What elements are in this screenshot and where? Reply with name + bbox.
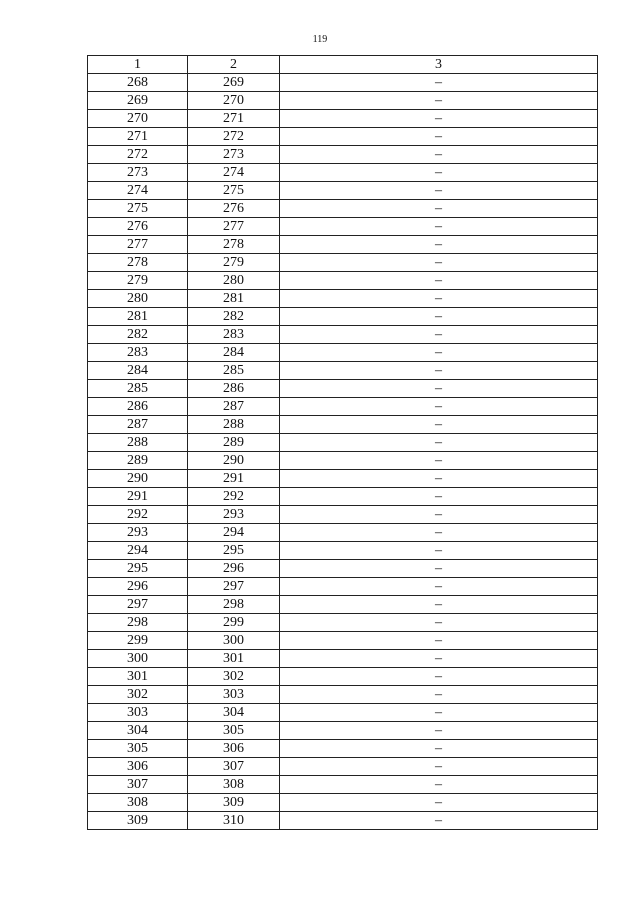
table-row — [88, 776, 598, 794]
table-cell-col-1: 291 — [88, 488, 188, 506]
table-cell-col-3: – — [280, 722, 598, 740]
table-cell-col-3: – — [280, 560, 598, 578]
table-cell-col-3: – — [280, 326, 598, 344]
table-row — [88, 704, 598, 722]
table-row — [88, 506, 598, 524]
table-cell-col-1: 281 — [88, 308, 188, 326]
table-cell-col-3: – — [280, 272, 598, 290]
table-row — [88, 74, 598, 92]
table-row — [88, 344, 598, 362]
table-cell-col-2: 272 — [188, 128, 280, 146]
table-row — [88, 308, 598, 326]
table-cell-col-1: 299 — [88, 632, 188, 650]
table-row — [88, 254, 598, 272]
table-cell-col-2: 278 — [188, 236, 280, 254]
table-cell-col-3: – — [280, 290, 598, 308]
table-row — [88, 524, 598, 542]
table-row — [88, 686, 598, 704]
table-cell-col-2: 276 — [188, 200, 280, 218]
table-cell-col-3: – — [280, 200, 598, 218]
table-cell-col-2: 305 — [188, 722, 280, 740]
table-row — [88, 272, 598, 290]
table-row — [88, 290, 598, 308]
table-row — [88, 326, 598, 344]
table-row — [88, 722, 598, 740]
table-cell-col-3: – — [280, 164, 598, 182]
table-cell-col-3: – — [280, 362, 598, 380]
table-cell-col-2: 303 — [188, 686, 280, 704]
table-cell-col-2: 308 — [188, 776, 280, 794]
table-cell-col-1: 305 — [88, 740, 188, 758]
table-cell-col-3: – — [280, 740, 598, 758]
table-cell-col-1: 273 — [88, 164, 188, 182]
table-cell-col-3: – — [280, 542, 598, 560]
table-cell-col-3: – — [280, 416, 598, 434]
table-row — [88, 650, 598, 668]
table-cell-col-1: 274 — [88, 182, 188, 200]
table-row — [88, 596, 598, 614]
table-cell-col-3: – — [280, 236, 598, 254]
table-cell-col-1: 269 — [88, 92, 188, 110]
table-cell-col-2: 309 — [188, 794, 280, 812]
table-cell-col-2: 270 — [188, 92, 280, 110]
table-cell-col-1: 308 — [88, 794, 188, 812]
table-row — [88, 578, 598, 596]
table-cell-col-1: 295 — [88, 560, 188, 578]
table-body — [88, 74, 598, 830]
table-cell-col-3: – — [280, 668, 598, 686]
table-cell-col-2: 269 — [188, 74, 280, 92]
column-header-1: 1 — [88, 56, 188, 74]
table-cell-col-2: 279 — [188, 254, 280, 272]
table-header-row — [88, 56, 598, 74]
table-cell-col-3: – — [280, 92, 598, 110]
table-cell-col-2: 302 — [188, 668, 280, 686]
table-cell-col-1: 307 — [88, 776, 188, 794]
table-cell-col-3: – — [280, 254, 598, 272]
table-row — [88, 470, 598, 488]
table-cell-col-3: – — [280, 128, 598, 146]
table-cell-col-1: 302 — [88, 686, 188, 704]
table-cell-col-3: – — [280, 110, 598, 128]
table-row — [88, 182, 598, 200]
table-row — [88, 146, 598, 164]
table-row — [88, 614, 598, 632]
table-cell-col-1: 306 — [88, 758, 188, 776]
table-row — [88, 236, 598, 254]
table-cell-col-3: – — [280, 398, 598, 416]
table-cell-col-3: – — [280, 596, 598, 614]
table-cell-col-1: 275 — [88, 200, 188, 218]
table-cell-col-2: 291 — [188, 470, 280, 488]
table-cell-col-2: 301 — [188, 650, 280, 668]
table-cell-col-1: 277 — [88, 236, 188, 254]
table-cell-col-1: 270 — [88, 110, 188, 128]
table-cell-col-2: 275 — [188, 182, 280, 200]
table-cell-col-1: 292 — [88, 506, 188, 524]
table-row — [88, 452, 598, 470]
table-cell-col-2: 294 — [188, 524, 280, 542]
table-cell-col-2: 298 — [188, 596, 280, 614]
table-cell-col-2: 280 — [188, 272, 280, 290]
table-cell-col-2: 282 — [188, 308, 280, 326]
table-cell-col-1: 283 — [88, 344, 188, 362]
table-cell-col-2: 296 — [188, 560, 280, 578]
table-cell-col-1: 276 — [88, 218, 188, 236]
table-cell-col-3: – — [280, 182, 598, 200]
table-row — [88, 812, 598, 830]
table-row — [88, 632, 598, 650]
table-row — [88, 740, 598, 758]
table-cell-col-3: – — [280, 686, 598, 704]
table-cell-col-1: 294 — [88, 542, 188, 560]
table-row — [88, 488, 598, 506]
table-cell-col-1: 309 — [88, 812, 188, 830]
data-table — [87, 55, 598, 830]
table-cell-col-1: 297 — [88, 596, 188, 614]
table-cell-col-1: 289 — [88, 452, 188, 470]
table-cell-col-3: – — [280, 524, 598, 542]
table-cell-col-3: – — [280, 812, 598, 830]
table-cell-col-1: 279 — [88, 272, 188, 290]
table-row — [88, 362, 598, 380]
table-row — [88, 668, 598, 686]
table-cell-col-1: 296 — [88, 578, 188, 596]
table-cell-col-2: 290 — [188, 452, 280, 470]
table-cell-col-3: – — [280, 758, 598, 776]
table-cell-col-2: 287 — [188, 398, 280, 416]
table-cell-col-1: 278 — [88, 254, 188, 272]
table-cell-col-3: – — [280, 488, 598, 506]
table-cell-col-3: – — [280, 632, 598, 650]
column-header-3: 3 — [280, 56, 598, 74]
table-cell-col-3: – — [280, 344, 598, 362]
table-header — [88, 56, 598, 74]
table-cell-col-2: 274 — [188, 164, 280, 182]
table-cell-col-1: 293 — [88, 524, 188, 542]
table-cell-col-3: – — [280, 794, 598, 812]
table-cell-col-2: 307 — [188, 758, 280, 776]
table-cell-col-1: 287 — [88, 416, 188, 434]
table-cell-col-1: 290 — [88, 470, 188, 488]
table-cell-col-1: 298 — [88, 614, 188, 632]
table-cell-col-2: 292 — [188, 488, 280, 506]
table-cell-col-3: – — [280, 308, 598, 326]
table-row — [88, 380, 598, 398]
table-cell-col-2: 277 — [188, 218, 280, 236]
table-row — [88, 164, 598, 182]
table-cell-col-1: 288 — [88, 434, 188, 452]
table-cell-col-1: 304 — [88, 722, 188, 740]
table-cell-col-3: – — [280, 380, 598, 398]
table-cell-col-1: 268 — [88, 74, 188, 92]
table-row — [88, 92, 598, 110]
table-cell-col-3: – — [280, 776, 598, 794]
table-cell-col-3: – — [280, 470, 598, 488]
table-cell-col-3: – — [280, 146, 598, 164]
table-cell-col-2: 285 — [188, 362, 280, 380]
table-cell-col-1: 303 — [88, 704, 188, 722]
page-number: 119 — [312, 34, 328, 45]
table-row — [88, 434, 598, 452]
table-row — [88, 416, 598, 434]
table-cell-col-2: 300 — [188, 632, 280, 650]
table-cell-col-2: 297 — [188, 578, 280, 596]
table-row — [88, 542, 598, 560]
table-row — [88, 128, 598, 146]
table-row — [88, 398, 598, 416]
table-cell-col-1: 282 — [88, 326, 188, 344]
table-row — [88, 200, 598, 218]
table-cell-col-2: 283 — [188, 326, 280, 344]
table-cell-col-2: 286 — [188, 380, 280, 398]
table-cell-col-2: 295 — [188, 542, 280, 560]
table-cell-col-3: – — [280, 74, 598, 92]
table-cell-col-1: 271 — [88, 128, 188, 146]
table-cell-col-1: 272 — [88, 146, 188, 164]
table-cell-col-2: 284 — [188, 344, 280, 362]
table-cell-col-3: – — [280, 614, 598, 632]
table-row — [88, 110, 598, 128]
table-cell-col-3: – — [280, 578, 598, 596]
table-cell-col-3: – — [280, 506, 598, 524]
table-cell-col-3: – — [280, 704, 598, 722]
table-cell-col-2: 289 — [188, 434, 280, 452]
table-cell-col-1: 301 — [88, 668, 188, 686]
table-cell-col-2: 271 — [188, 110, 280, 128]
table-cell-col-2: 273 — [188, 146, 280, 164]
table-cell-col-2: 310 — [188, 812, 280, 830]
table-cell-col-1: 284 — [88, 362, 188, 380]
table-cell-col-3: – — [280, 434, 598, 452]
table-row — [88, 218, 598, 236]
table-cell-col-3: – — [280, 218, 598, 236]
table-cell-col-1: 286 — [88, 398, 188, 416]
table-cell-col-2: 288 — [188, 416, 280, 434]
table-cell-col-1: 280 — [88, 290, 188, 308]
table-row — [88, 560, 598, 578]
table-row — [88, 758, 598, 776]
column-header-2: 2 — [188, 56, 280, 74]
table-cell-col-2: 306 — [188, 740, 280, 758]
table-cell-col-2: 299 — [188, 614, 280, 632]
table-cell-col-3: – — [280, 452, 598, 470]
table-cell-col-3: – — [280, 650, 598, 668]
table-cell-col-2: 304 — [188, 704, 280, 722]
table-cell-col-2: 281 — [188, 290, 280, 308]
table-cell-col-1: 285 — [88, 380, 188, 398]
table-cell-col-1: 300 — [88, 650, 188, 668]
table-cell-col-2: 293 — [188, 506, 280, 524]
table-row — [88, 794, 598, 812]
